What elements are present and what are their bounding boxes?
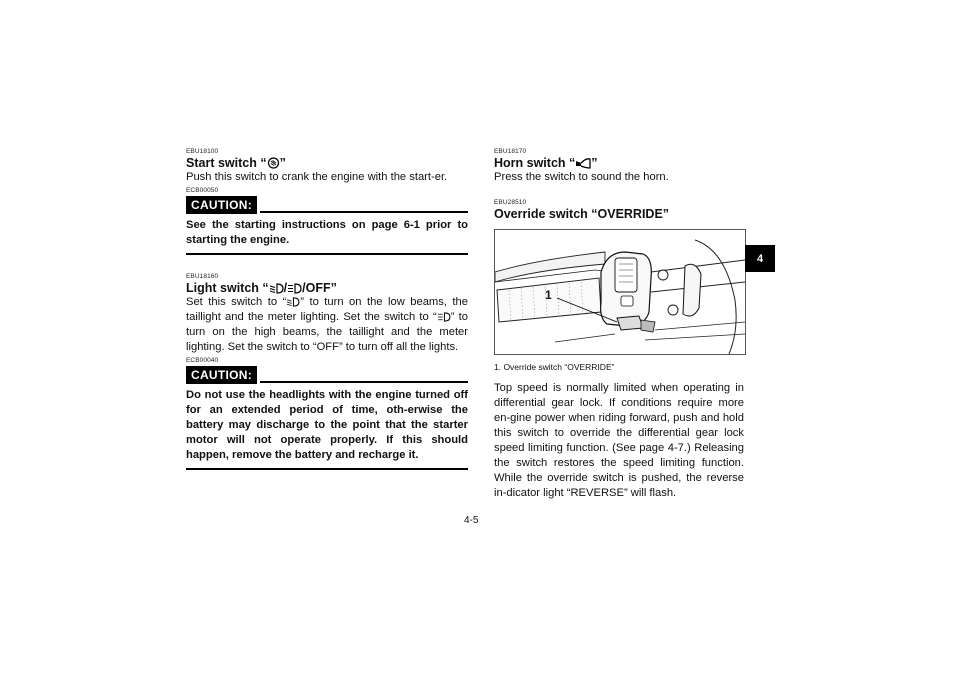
high-beam-icon: [287, 283, 302, 294]
horn-switch-text: Press the switch to sound the horn.: [494, 171, 669, 183]
handlebar-drawing: [495, 230, 745, 354]
section-code-light: EBU18160: [186, 273, 219, 280]
caution-text-start: See the starting instructions on page 6-1 prior to starting the engine.: [186, 219, 468, 246]
light-switch-heading: Light switch “ / /OFF”: [186, 281, 337, 295]
divider: [186, 468, 468, 470]
low-beam-icon: [286, 297, 300, 307]
light-switch-text: Set this switch to “ ” to turn on the low beams, the taillight and the meter lighting. Set the switch to “ ” to turn on the high beams, the taillight and the meter lighting. Set the switch to “OFF” to turn off all the lights.: [186, 296, 468, 353]
override-switch-heading: Override switch “OVERRIDE”: [494, 207, 670, 221]
divider: [260, 381, 468, 383]
caution-text-light: Do not use the headlights with the engine turned off for an extended period of time, oth-erwise the battery may discharge to the point that the starter motor will not operate properly. If this should happen, remove the battery and recharge it.: [186, 389, 468, 461]
caution-code-light: ECB00040: [186, 357, 219, 364]
caution-badge: CAUTION:: [186, 366, 257, 384]
low-beam-icon: [269, 283, 284, 294]
caution-code-start: ECB00050: [186, 187, 219, 194]
section-code-start: EBU18100: [186, 148, 219, 155]
horn-icon: [575, 158, 591, 169]
start-switch-text: Push this switch to crank the engine with the start-er.: [186, 171, 448, 183]
override-switch-text: Top speed is normally limited when operating in differential gear lock. If conditions require more en-gine power when riding forward, push and hold this switch to override the differential gear lock speed limiting function. (See page 4-7.) Releasing the switch restores the speed limiting function. While the override switch is pushed, the reverse in-dicator light “REVERSE” will flash.: [494, 382, 744, 499]
section-code-override: EBU28510: [494, 199, 527, 206]
caution-badge: CAUTION:: [186, 196, 257, 214]
handlebar-illustration: [494, 229, 746, 355]
right-column: [494, 146, 744, 501]
caution-box-light: [186, 366, 468, 470]
high-beam-icon: [437, 312, 451, 322]
section-code-horn: EBU18170: [494, 148, 527, 155]
page-number: 4-5: [464, 515, 479, 526]
figure-caption: 1. Override switch “OVERRIDE”: [494, 362, 615, 372]
horn-switch-heading: Horn switch “ ”: [494, 156, 598, 170]
left-column: [186, 146, 468, 470]
caution-box-start: [186, 196, 468, 255]
callout-number: 1: [545, 288, 552, 302]
chapter-tab: 4: [745, 245, 775, 272]
start-switch-heading: Start switch “ ”: [186, 156, 286, 170]
start-switch-icon: [267, 157, 280, 169]
divider: [260, 211, 468, 213]
